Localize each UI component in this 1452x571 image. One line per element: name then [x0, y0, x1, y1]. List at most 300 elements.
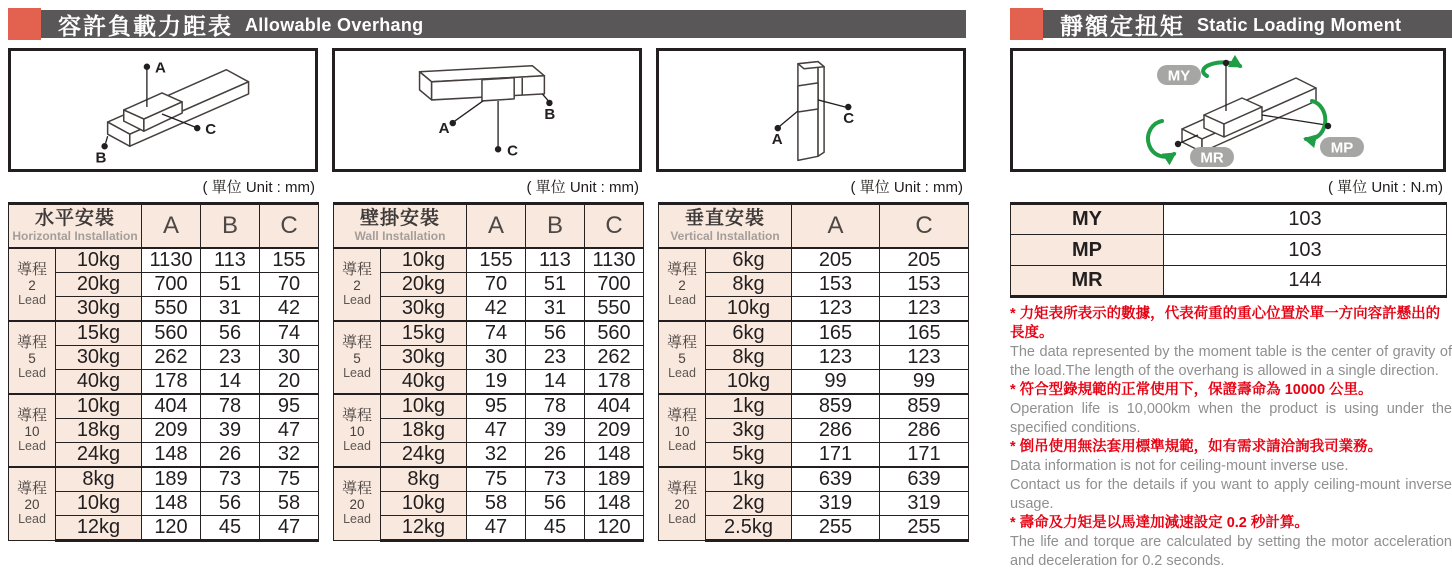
value-cell: 56 — [201, 491, 260, 515]
my-rotation-arrow-icon — [1203, 62, 1240, 76]
table-row — [659, 442, 969, 467]
value-cell: 859 — [880, 394, 969, 419]
wall-rail-art — [335, 51, 639, 169]
lead-unit: Lead — [343, 512, 371, 526]
value-cell: 178 — [142, 369, 201, 394]
lead-group-cell — [659, 394, 706, 467]
lead-group-cell — [659, 467, 706, 541]
table-row — [334, 418, 644, 442]
value-cell: 189 — [142, 467, 201, 492]
value-cell: 113 — [526, 248, 585, 273]
load-cell: 10kg — [56, 248, 142, 273]
moment-rail-art — [1013, 51, 1443, 169]
value-cell: 78 — [526, 394, 585, 419]
table-row — [9, 467, 319, 492]
table-row — [334, 369, 644, 394]
note-en: Data information is not for ceiling-mount inverse use. — [1010, 458, 1349, 474]
load-cell: 15kg — [56, 321, 142, 346]
lead-value: 5 — [678, 350, 686, 366]
value-cell: 148 — [142, 491, 201, 515]
lead-value: 5 — [28, 350, 36, 366]
table-row — [9, 345, 319, 369]
value-cell: 165 — [792, 321, 880, 346]
load-cell: 3kg — [706, 418, 792, 442]
lead-group — [334, 467, 644, 541]
table-row — [659, 467, 969, 492]
value-cell: 56 — [201, 321, 260, 346]
value-cell: 51 — [526, 272, 585, 296]
value-cell: 70 — [260, 272, 319, 296]
table-row — [659, 272, 969, 296]
value-cell: 47 — [260, 418, 319, 442]
value-cell: 39 — [526, 418, 585, 442]
lead-group — [9, 467, 319, 541]
lead-group — [659, 321, 969, 394]
lead-label: 導程 — [341, 480, 372, 497]
lead-group-cell — [9, 394, 56, 467]
overhang-tables — [8, 202, 966, 542]
value-cell: 19 — [467, 369, 526, 394]
value-cell: 262 — [142, 345, 201, 369]
table-title-en: Wall Installation — [354, 229, 446, 244]
table-title-zh: 水平安裝 — [34, 208, 115, 230]
lead-group-cell — [334, 248, 381, 321]
table-row — [659, 491, 969, 515]
load-cell: 8kg — [56, 467, 142, 492]
load-cell: 10kg — [706, 369, 792, 394]
lead-value: 20 — [24, 497, 40, 512]
value-cell: 47 — [467, 515, 526, 540]
column-header: C — [585, 204, 644, 248]
lead-unit: Lead — [18, 292, 46, 307]
value-cell: 286 — [792, 418, 880, 442]
lead-group-cell — [659, 248, 706, 321]
lead-group — [659, 467, 969, 541]
table-row — [334, 491, 644, 515]
value-cell: 20 — [260, 369, 319, 394]
value-cell: 319 — [792, 491, 880, 515]
section-title-zh: 靜額定扭矩 — [1060, 12, 1185, 39]
value-cell: 178 — [585, 369, 644, 394]
lead-value: 10 — [24, 423, 40, 439]
load-cell: 10kg — [56, 491, 142, 515]
section-title-en: Static Loading Moment — [1197, 15, 1402, 35]
value-cell: 74 — [260, 321, 319, 346]
value-cell: 99 — [792, 369, 880, 394]
table-row — [334, 248, 644, 273]
lead-unit: Lead — [18, 438, 46, 453]
load-cell: 20kg — [381, 272, 467, 296]
table-title-zh: 壁掛安裝 — [359, 208, 440, 230]
moment-row-label: MY — [1011, 204, 1164, 235]
value-cell: 550 — [585, 296, 644, 321]
load-cell: 30kg — [56, 345, 142, 369]
value-cell: 153 — [880, 272, 969, 296]
load-cell: 6kg — [706, 321, 792, 346]
load-cell: 20kg — [56, 272, 142, 296]
load-cell: 24kg — [381, 442, 467, 467]
value-cell: 45 — [201, 515, 260, 540]
load-cell: 24kg — [56, 442, 142, 467]
table-title-en: Horizontal Installation — [12, 229, 138, 244]
lead-group — [9, 248, 319, 321]
note-zh: * 壽命及力矩是以馬達加減速設定 0.2 秒計算。 — [1010, 515, 1309, 531]
lead-unit: Lead — [343, 438, 371, 453]
lead-label: 導程 — [341, 260, 372, 278]
value-cell: 286 — [880, 418, 969, 442]
value-cell: 73 — [526, 467, 585, 492]
lead-value: 2 — [28, 277, 36, 293]
value-cell: 123 — [880, 296, 969, 321]
column-header: C — [260, 204, 319, 248]
moment-table — [1010, 202, 1447, 298]
column-header: C — [880, 204, 969, 248]
vertical-installation-diagram — [656, 48, 966, 172]
value-cell: 42 — [467, 296, 526, 321]
mr-badge-label: MR — [1200, 149, 1224, 167]
wall-installation-diagram — [332, 48, 642, 172]
lead-group — [9, 321, 319, 394]
value-cell: 99 — [880, 369, 969, 394]
note-en: Contact us for the details if you want to apply ceiling-mount inverse usage. — [1010, 477, 1452, 512]
section-title-zh: 容許負載力距表 — [58, 12, 233, 39]
table-row — [9, 394, 319, 419]
lead-label: 導程 — [16, 333, 47, 351]
point-label-a: A — [771, 131, 783, 149]
my-badge-label: MY — [1167, 67, 1191, 85]
wall-installation-table — [333, 202, 644, 542]
lead-label: 導程 — [666, 480, 697, 497]
table-title-cell — [9, 204, 142, 248]
table-row — [659, 248, 969, 273]
lead-group-cell — [659, 321, 706, 394]
value-cell: 550 — [142, 296, 201, 321]
table-row — [9, 369, 319, 394]
lead-label: 導程 — [666, 406, 697, 424]
note-en: Operation life is 10,000km when the product is using under the specified conditions. — [1010, 401, 1452, 436]
point-label-b: B — [544, 106, 556, 124]
lead-group-cell — [334, 394, 381, 467]
lead-unit: Lead — [343, 365, 371, 380]
load-cell: 30kg — [381, 345, 467, 369]
value-cell: 209 — [142, 418, 201, 442]
value-cell: 32 — [467, 442, 526, 467]
value-cell: 47 — [260, 515, 319, 540]
value-cell: 70 — [467, 272, 526, 296]
value-cell: 58 — [260, 491, 319, 515]
mp-badge-label: MP — [1330, 139, 1354, 157]
overhang-section — [8, 10, 966, 542]
table-title-cell — [659, 204, 792, 248]
table-row — [659, 345, 969, 369]
load-cell: 30kg — [56, 296, 142, 321]
lead-group-cell — [334, 467, 381, 541]
section-title-en: Allowable Overhang — [245, 15, 424, 35]
value-cell: 31 — [201, 296, 260, 321]
moment-row-value: 103 — [1164, 204, 1447, 235]
note-zh: * 符合型錄規範的正常使用下，保證壽命為 10000 公里。 — [1010, 382, 1373, 398]
value-cell: 75 — [467, 467, 526, 492]
note — [1010, 381, 1452, 438]
lead-label: 導程 — [341, 406, 372, 424]
point-label-a: A — [438, 120, 450, 138]
column-header: B — [201, 204, 260, 248]
lead-group — [659, 248, 969, 321]
load-cell: 10kg — [381, 491, 467, 515]
vertical-installation-table — [658, 202, 969, 542]
table-row — [1011, 266, 1447, 297]
value-cell: 30 — [260, 345, 319, 369]
value-cell: 262 — [585, 345, 644, 369]
note — [1010, 438, 1452, 514]
table-row — [334, 394, 644, 419]
value-cell: 14 — [201, 369, 260, 394]
table-row — [334, 272, 644, 296]
table-row — [9, 418, 319, 442]
table-row — [659, 515, 969, 540]
value-cell: 255 — [792, 515, 880, 540]
value-cell: 56 — [526, 491, 585, 515]
value-cell: 404 — [142, 394, 201, 419]
load-cell: 12kg — [56, 515, 142, 540]
lead-group — [334, 394, 644, 467]
value-cell: 39 — [201, 418, 260, 442]
value-cell: 51 — [201, 272, 260, 296]
value-cell: 560 — [585, 321, 644, 346]
lead-group-cell — [9, 467, 56, 541]
lead-unit: Lead — [18, 512, 46, 526]
load-cell: 8kg — [706, 345, 792, 369]
load-cell: 40kg — [56, 369, 142, 394]
value-cell: 165 — [880, 321, 969, 346]
load-cell: 18kg — [56, 418, 142, 442]
load-cell: 12kg — [381, 515, 467, 540]
value-cell: 700 — [142, 272, 201, 296]
note — [1010, 514, 1452, 571]
lead-unit: Lead — [668, 292, 696, 307]
table-row — [9, 248, 319, 273]
table-row — [334, 296, 644, 321]
value-cell: 31 — [526, 296, 585, 321]
load-cell: 1kg — [706, 394, 792, 419]
value-cell: 45 — [526, 515, 585, 540]
point-label-c: C — [843, 110, 855, 128]
load-cell: 6kg — [706, 248, 792, 273]
value-cell: 1130 — [142, 248, 201, 273]
overhang-diagrams — [8, 48, 966, 172]
load-cell: 10kg — [706, 296, 792, 321]
value-cell: 123 — [792, 345, 880, 369]
table-title-cell — [334, 204, 467, 248]
value-cell: 95 — [467, 394, 526, 419]
lead-value: 5 — [353, 350, 361, 366]
value-cell: 23 — [526, 345, 585, 369]
load-cell: 10kg — [381, 394, 467, 419]
value-cell: 148 — [585, 442, 644, 467]
value-cell: 148 — [585, 491, 644, 515]
load-cell: 2.5kg — [706, 515, 792, 540]
lead-value: 2 — [353, 277, 361, 293]
value-cell: 23 — [201, 345, 260, 369]
lead-value: 2 — [678, 277, 686, 293]
value-cell: 205 — [880, 248, 969, 273]
note-zh: * 力矩表所表示的數據，代表荷重的重心位置於單一方向容許懸出的長度。 — [1010, 306, 1441, 341]
value-cell: 153 — [792, 272, 880, 296]
moment-row-label: MR — [1011, 266, 1164, 297]
table-row — [9, 272, 319, 296]
lead-label: 導程 — [16, 406, 47, 424]
value-cell: 78 — [201, 394, 260, 419]
table-row — [1011, 235, 1447, 266]
lead-value: 10 — [674, 423, 690, 439]
point-label-c: C — [205, 121, 217, 139]
note — [1010, 305, 1452, 381]
value-cell: 32 — [260, 442, 319, 467]
column-header: A — [792, 204, 880, 248]
lead-group-cell — [9, 321, 56, 394]
value-cell: 120 — [142, 515, 201, 540]
table-row — [659, 369, 969, 394]
table-row — [659, 394, 969, 419]
value-cell: 58 — [467, 491, 526, 515]
value-cell: 155 — [260, 248, 319, 273]
lead-unit: Lead — [668, 438, 696, 453]
lead-label: 導程 — [16, 480, 47, 497]
load-cell: 40kg — [381, 369, 467, 394]
lead-label: 導程 — [341, 333, 372, 351]
load-cell: 15kg — [381, 321, 467, 346]
lead-value: 10 — [349, 423, 365, 439]
header-accent-square — [8, 8, 41, 40]
value-cell: 319 — [880, 491, 969, 515]
moment-diagram-row — [1010, 48, 1452, 172]
table-row — [334, 442, 644, 467]
vertical-rail-art — [659, 51, 963, 169]
table-row — [334, 345, 644, 369]
table-row — [9, 515, 319, 540]
value-cell: 30 — [467, 345, 526, 369]
column-header: A — [467, 204, 526, 248]
value-cell: 123 — [880, 345, 969, 369]
lead-unit: Lead — [343, 292, 371, 307]
value-cell: 1130 — [585, 248, 644, 273]
value-cell: 113 — [201, 248, 260, 273]
table-row — [334, 321, 644, 346]
point-label-b: B — [95, 149, 107, 167]
value-cell: 120 — [585, 515, 644, 540]
value-cell: 95 — [260, 394, 319, 419]
table-title-zh: 垂直安裝 — [684, 208, 765, 230]
value-cell: 859 — [792, 394, 880, 419]
note-en: The data represented by the moment table is the center of gravity of the load.The length of the overhang is allowed in a single direction. — [1010, 344, 1452, 379]
table-row — [9, 296, 319, 321]
value-cell: 209 — [585, 418, 644, 442]
lead-label: 導程 — [666, 260, 697, 278]
mp-rotation-arrow-icon — [1306, 101, 1325, 139]
load-cell: 2kg — [706, 491, 792, 515]
value-cell: 205 — [792, 248, 880, 273]
point-label-c: C — [507, 142, 519, 160]
table-title-en: Vertical Installation — [670, 229, 780, 244]
value-cell: 560 — [142, 321, 201, 346]
table-row — [659, 321, 969, 346]
load-cell: 10kg — [56, 394, 142, 419]
table-row — [9, 442, 319, 467]
load-cell: 8kg — [706, 272, 792, 296]
value-cell: 26 — [201, 442, 260, 467]
value-cell: 639 — [880, 467, 969, 492]
load-cell: 10kg — [381, 248, 467, 273]
lead-unit: Lead — [668, 365, 696, 380]
moment-row-value: 144 — [1164, 266, 1447, 297]
unit-labels — [8, 172, 966, 194]
value-cell: 639 — [792, 467, 880, 492]
horizontal-rail-art — [11, 51, 315, 169]
value-cell: 56 — [526, 321, 585, 346]
value-cell: 75 — [260, 467, 319, 492]
value-cell: 155 — [467, 248, 526, 273]
moment-row-value: 103 — [1164, 235, 1447, 266]
table-row — [659, 296, 969, 321]
note-en: The life and torque are calculated by setting the motor acceleration and deceleration for 0.2 seconds. — [1010, 534, 1452, 569]
value-cell: 74 — [467, 321, 526, 346]
lead-unit: Lead — [18, 365, 46, 380]
table-row — [334, 515, 644, 540]
load-cell: 18kg — [381, 418, 467, 442]
point-label-a: A — [154, 59, 166, 77]
note-zh: * 倒吊使用無法套用標準規範，如有需求請洽詢我司業務。 — [1010, 439, 1383, 455]
lead-group-cell — [9, 248, 56, 321]
lead-group — [334, 248, 644, 321]
column-header: B — [526, 204, 585, 248]
load-cell: 30kg — [381, 296, 467, 321]
horizontal-installation-diagram — [8, 48, 318, 172]
lead-group-cell — [334, 321, 381, 394]
load-cell: 1kg — [706, 467, 792, 492]
value-cell: 255 — [880, 515, 969, 540]
value-cell: 171 — [792, 442, 880, 467]
table-row — [659, 418, 969, 442]
moment-header-bar — [1010, 10, 1452, 38]
table-row — [9, 491, 319, 515]
lead-label: 導程 — [666, 333, 697, 351]
moment-section — [1010, 10, 1452, 571]
overhang-header-bar — [8, 10, 966, 38]
value-cell: 148 — [142, 442, 201, 467]
lead-value: 20 — [674, 497, 690, 512]
value-cell: 14 — [526, 369, 585, 394]
table-row — [334, 467, 644, 492]
unit-label: ( 單位 Unit : mm) — [850, 179, 963, 196]
load-cell: 8kg — [381, 467, 467, 492]
lead-group — [9, 394, 319, 467]
lead-group — [334, 321, 644, 394]
lead-unit: Lead — [668, 512, 696, 526]
value-cell: 123 — [792, 296, 880, 321]
value-cell: 47 — [467, 418, 526, 442]
lead-label: 導程 — [16, 260, 47, 278]
value-cell: 189 — [585, 467, 644, 492]
lead-group — [659, 394, 969, 467]
value-cell: 171 — [880, 442, 969, 467]
horizontal-installation-table — [8, 202, 319, 542]
value-cell: 404 — [585, 394, 644, 419]
moment-row-label: MP — [1011, 235, 1164, 266]
value-cell: 42 — [260, 296, 319, 321]
mr-rotation-arrow-icon — [1148, 121, 1174, 157]
load-cell: 5kg — [706, 442, 792, 467]
moment-diagram — [1010, 48, 1446, 172]
